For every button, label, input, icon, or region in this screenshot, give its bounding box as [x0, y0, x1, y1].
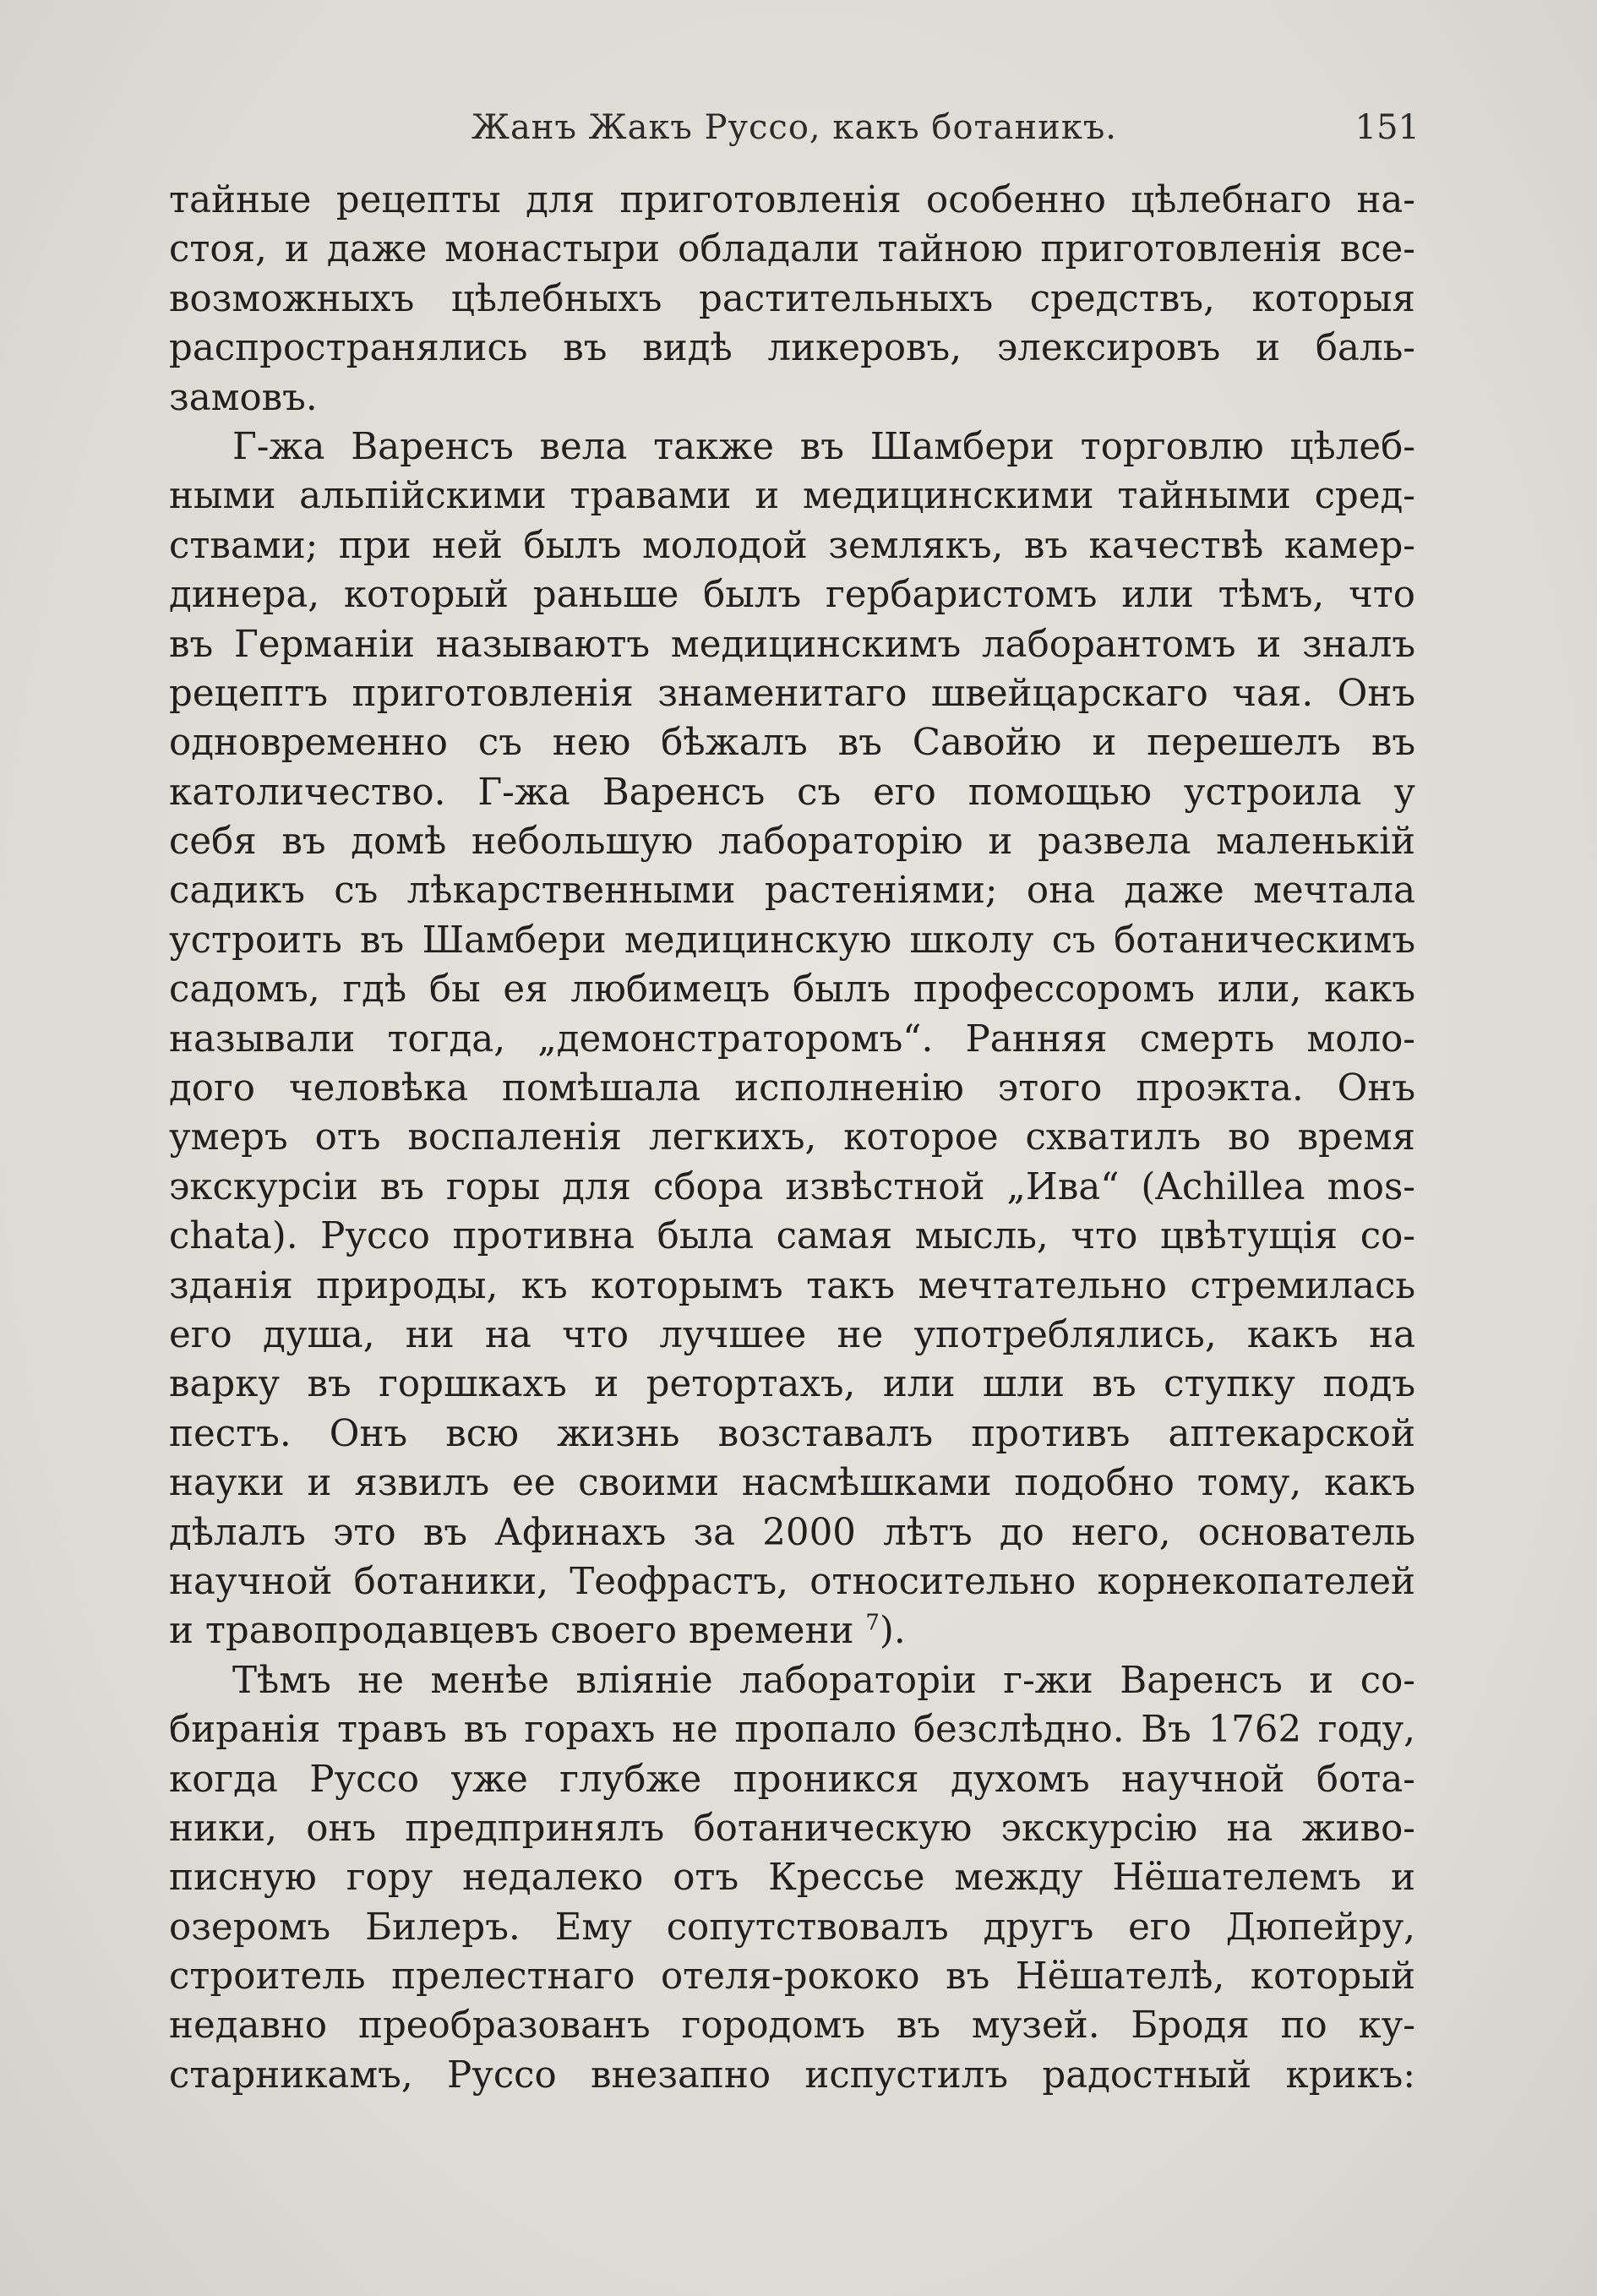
text-line: когда Руссо уже глубже проникся духомъ научной бота-: [169, 1758, 1415, 1801]
text-line: варку въ горшкахъ и ретортахъ, или шли въ ступку подъ: [169, 1363, 1415, 1406]
text-line: себя въ домѣ небольшую лабораторію и развела маленькій: [169, 821, 1415, 864]
text-line: замовъ.: [169, 376, 318, 419]
text-line: chata). Руссо противна была самая мысль, что цвѣтущія со-: [169, 1215, 1415, 1258]
text-line: стоя, и даже монастыри обладали тайною приготовленія все-: [169, 228, 1415, 271]
text-line: озеромъ Билеръ. Ему сопутствовалъ другъ его Дюпейру,: [169, 1906, 1415, 1949]
text-fragment: ).: [879, 1610, 906, 1653]
text-line: рецептъ приготовленія знаменитаго швейцарскаго чая. Онъ: [169, 672, 1415, 715]
text-line: распространялись въ видѣ ликеровъ, элексировъ и баль-: [169, 327, 1415, 370]
text-line: называли тогда, „демонстраторомъ“. Ранняя смерть моло-: [169, 1017, 1415, 1061]
paragraph-start-line: Г-жа Варенсъ вела также въ Шамбери торговлю цѣлеб-: [232, 425, 1415, 468]
text-line-with-footnote: [169, 1606, 1415, 1655]
text-line: ники, онъ предпринялъ ботаническую экскурсію на живо-: [169, 1807, 1415, 1850]
text-line: старникамъ, Руссо внезапно испустилъ радостный крикъ:: [169, 2053, 1415, 2097]
text-line: научной ботаники, Теофрастъ, относительно корнекопателей: [169, 1560, 1415, 1603]
running-title: Жанъ Жакъ Руссо, какъ ботаникъ.: [471, 108, 1117, 147]
text-fragment: и травопродавцевъ своего времени: [169, 1610, 854, 1653]
text-line: биранія травъ въ горахъ не пропало безслѣдно. Въ 1762 году,: [169, 1709, 1415, 1752]
text-line: его душа, ни на что лучшее не употреблялись, какъ на: [169, 1313, 1415, 1356]
text-line: строитель прелестнаго отеля-рококо въ Нёшателѣ, который: [169, 1955, 1415, 1999]
text-line: устроить въ Шамбери медицинскую школу съ ботаническимъ: [169, 919, 1415, 962]
text-line: динера, который раньше былъ гербаристомъ или тѣмъ, что: [169, 574, 1415, 617]
text-line: въ Германіи называютъ медицинскимъ лаборантомъ и зналъ: [169, 623, 1415, 666]
paragraph-start-line: Тѣмъ не менѣе вліяніе лабораторіи г-жи Варенсъ и со-: [232, 1659, 1415, 1702]
text-line: зданія природы, къ которымъ такъ мечтательно стремилась: [169, 1264, 1415, 1307]
text-line: садомъ, гдѣ бы ея любимецъ былъ профессоромъ или, какъ: [169, 968, 1415, 1012]
text-line: писную гору недалеко отъ Крессье между Нёшателемъ и: [169, 1857, 1415, 1900]
text-line: недавно преобразованъ городомъ въ музей. Бродя по ку-: [169, 2004, 1415, 2048]
body-text: [169, 176, 1415, 2100]
text-line: ствами; при ней былъ молодой землякъ, въ качествѣ камер-: [169, 524, 1415, 567]
page-number: 151: [1354, 108, 1420, 147]
text-line: ными альпійскими травами и медицинскими тайными сред-: [169, 475, 1415, 518]
text-line: одновременно съ нею бѣжалъ въ Савойю и перешелъ въ: [169, 722, 1415, 765]
text-line: возможныхъ цѣлебныхъ растительныхъ средствъ, которыя: [169, 277, 1415, 320]
text-line: умеръ отъ воспаленія легкихъ, которое схватилъ во время: [169, 1116, 1415, 1159]
text-line: науки и язвилъ ее своими насмѣшками подобно тому, какъ: [169, 1462, 1415, 1505]
text-line: экскурсіи въ горы для сбора извѣстной „Ива“ (Achillea mos-: [169, 1165, 1415, 1208]
footnote-marker: 7: [865, 1610, 880, 1636]
text-line: садикъ съ лѣкарственными растеніями; она даже мечтала: [169, 870, 1415, 913]
text-line: католичество. Г-жа Варенсъ съ его помощью устроила у: [169, 771, 1415, 814]
running-head: [169, 108, 1420, 159]
text-line: тайные рецепты для приготовленія особенно цѣлебнаго на-: [169, 179, 1415, 221]
text-line: пестъ. Онъ всю жизнь возставалъ противъ аптекарской: [169, 1412, 1415, 1455]
text-line: дого человѣка помѣшала исполненію этого проэкта. Онъ: [169, 1067, 1415, 1110]
text-line: дѣлалъ это въ Афинахъ за 2000 лѣтъ до него, основатель: [169, 1511, 1415, 1554]
